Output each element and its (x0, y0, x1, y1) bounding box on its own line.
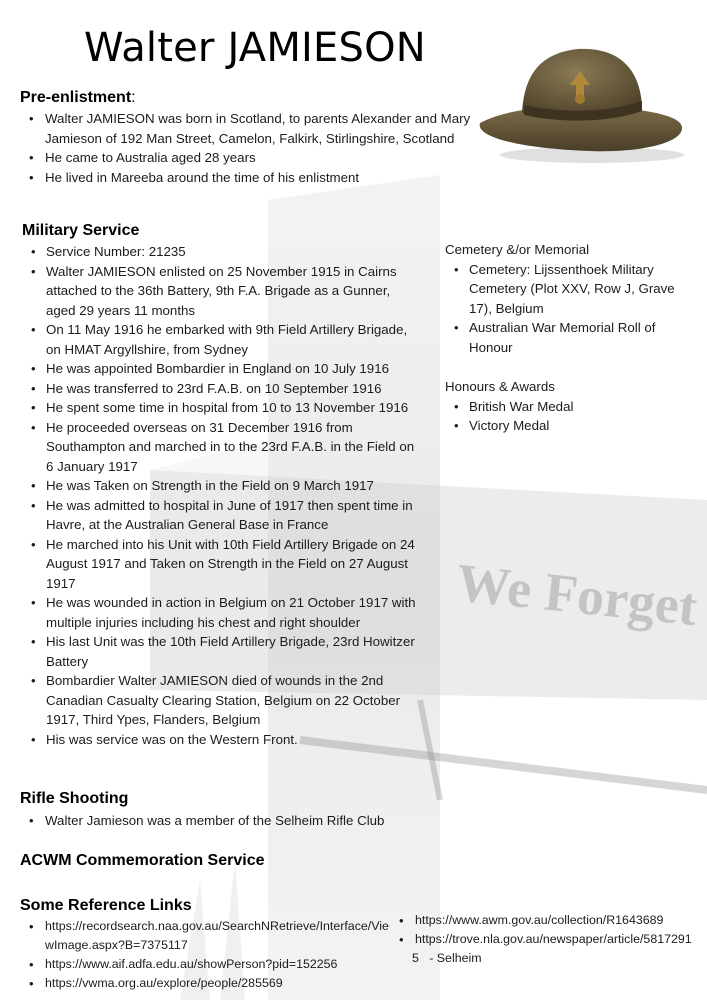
list-item: • On 11 May 1916 he embarked with 9th Field Artillery Brigade, on HMAT Argyllshire, from Sydney (22, 320, 417, 359)
military-service-heading: Military Service (22, 222, 140, 239)
list-item: • Walter JAMIESON was born in Scotland, to parents Alexander and Mary Jamieson of 192 Man Street, Camelon, Falkirk, Stirlingshire, Scotland (20, 109, 480, 148)
list-item: • He spent some time in hospital from 10 to 13 November 1916 (22, 398, 417, 418)
acwm-heading: ACWM Commemoration Service (20, 852, 265, 869)
reference-links-section (20, 896, 390, 993)
reference-links-list-left (20, 917, 390, 993)
military-service-section (22, 221, 417, 749)
list-item: • Cemetery: Lijssenthoek Military Cemetery (Plot XXV, Row J, Grave 17), Belgium (445, 260, 685, 319)
military-service-list (22, 242, 417, 749)
list-item: • He proceeded overseas on 31 December 1916 from Southampton and marched in to the 23rd F.A.B. in the Field on 6 January 1917 (22, 418, 417, 477)
list-item: • Australian War Memorial Roll of Honour (445, 318, 685, 357)
cemetery-honours-column (445, 240, 685, 436)
cemetery-list (445, 260, 685, 358)
list-item: • He marched into his Unit with 10th Field Artillery Brigade on 24 August 1917 and Taken on Strength in the Field on 27 August 1917 (22, 535, 417, 594)
reference-link[interactable]: • https://trove.nla.gov.au/newspaper/article/5817291 (390, 930, 705, 949)
list-item: • British War Medal (445, 397, 685, 417)
reference-link[interactable]: • https://www.aif.adfa.edu.au/showPerson?pid=152256 (20, 955, 390, 974)
list-item: • He was Taken on Strength in the Field on 9 March 1917 (22, 476, 417, 496)
acwm-section (20, 851, 440, 871)
list-item: • He lived in Mareeba around the time of his enlistment (20, 168, 480, 188)
page-title: Walter JAMIESON (84, 25, 426, 71)
list-item: • He came to Australia aged 28 years (20, 148, 480, 168)
list-item: • Victory Medal (445, 416, 685, 436)
reference-link-continuation: 5 - Selheim (412, 951, 482, 965)
honours-heading: Honours & Awards (445, 379, 555, 394)
reference-links-list-right (390, 911, 705, 949)
list-item: • Bombardier Walter JAMIESON died of wounds in the 2nd Canadian Casualty Clearing Station, Belgium on 22 October 1917, Third Ypes, Flanders, Belgium (22, 671, 417, 730)
pre-enlistment-heading: Pre-enlistment: (20, 89, 136, 106)
background-engraving: We Forget (453, 552, 701, 638)
list-item: • He was wounded in action in Belgium on 21 October 1917 with multiple injuries including his chest and right shoulder (22, 593, 417, 632)
pre-enlistment-section (20, 88, 480, 187)
list-item: • He was admitted to hospital in June of 1917 then spent time in Havre, at the Australian General Base in France (22, 496, 417, 535)
list-item: • His was service was on the Western Front. (22, 730, 417, 750)
rifle-shooting-section (20, 789, 440, 831)
cemetery-heading: Cemetery &/or Memorial (445, 242, 590, 257)
rifle-shooting-list (20, 811, 440, 831)
list-item: • Walter Jamieson was a member of the Selheim Rifle Club (20, 811, 440, 831)
list-item: • His last Unit was the 10th Field Artillery Brigade, 23rd Howitzer Battery (22, 632, 417, 671)
reference-links-heading: Some Reference Links (20, 897, 192, 914)
reference-link[interactable]: • https://recordsearch.naa.gov.au/SearchNRetrieve/Interface/ViewImage.aspx?B=7375117 (20, 917, 390, 955)
list-item: • He was appointed Bombardier in England on 10 July 1916 (22, 359, 417, 379)
honours-list (445, 397, 685, 436)
list-item: • He was transferred to 23rd F.A.B. on 10 September 1916 (22, 379, 417, 399)
pre-enlistment-list (20, 109, 480, 187)
list-item: • Service Number: 21235 (22, 242, 417, 262)
reference-link[interactable]: • https://vwma.org.au/explore/people/285569 (20, 974, 390, 993)
list-item: • Walter JAMIESON enlisted on 25 November 1915 in Cairns attached to the 36th Battery, 9th F.A. Brigade as a Gunner, aged 29 years 11 months (22, 262, 417, 321)
reference-links-right-column (390, 911, 705, 968)
rifle-shooting-heading: Rifle Shooting (20, 790, 129, 807)
slouch-hat-image (470, 35, 690, 165)
reference-link[interactable]: • https://www.awm.gov.au/collection/R1643689 (390, 911, 705, 930)
